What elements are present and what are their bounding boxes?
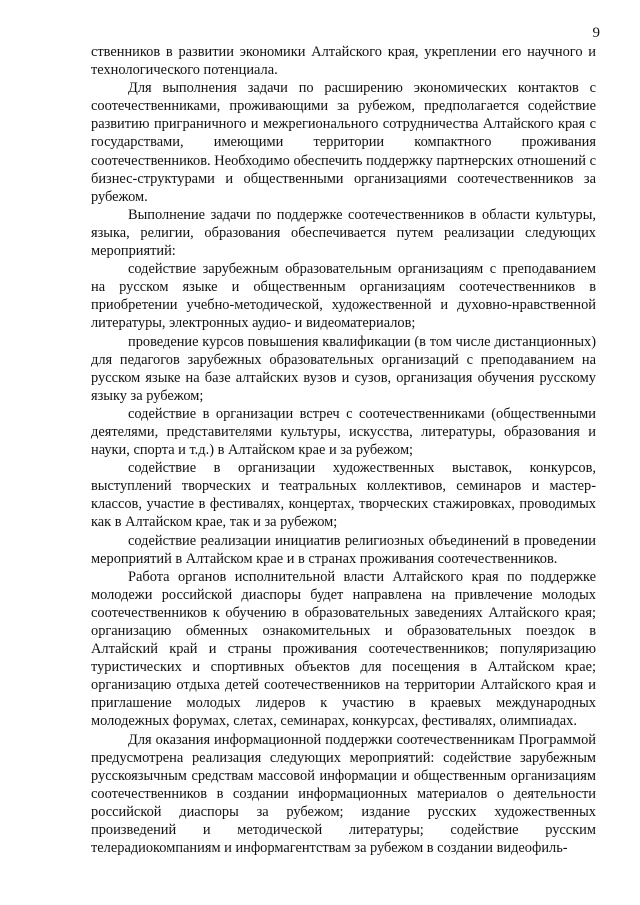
paragraph-culture-support-intro: Выполнение задачи по поддержке соотечественников в области культуры, языка, религии, образования обеспечивается путем реализации следующих мероприятий:: [91, 206, 596, 260]
document-body: [91, 43, 596, 857]
list-item-meetings: содействие в организации встреч с соотечественниками (общественными деятелями, представителями культуры, искусства, литературы, образования и науки, спорта и т.д.) в Алтайском крае и за рубежом;: [91, 405, 596, 459]
list-item-art-exhibitions: содействие в организации художественных выставок, конкурсов, выступлений творческих и театральных коллективов, семинаров и мастер-классов, участие в фестивалях, концертах, творческих стажировках, проводимых как в Алтайском крае, так и за рубежом;: [91, 460, 596, 531]
paragraph-continuation: ственников в развитии экономики Алтайского края, укреплении его научного и технологического потенциала.: [91, 44, 596, 79]
paragraph-youth-support: Работа органов исполнительной власти Алтайского края по поддержке молодежи российской диаспоры будет направлена на привлечение молодых соотечественников к обучению в образовательных заведениях Алтайского края; организацию обменных ознакомительных и образовательных поездок в Алтайский край и страны проживания соотечественников; популяризацию туристических и спортивных объектов для посещения в Алтайском крае; организацию отдыха детей соотечественников на территории Алтайского края и приглашение молодых лидеров к участию в краевых международных молодежных форумах, слетах, семинарах, конкурсах, фестивалях, олимпиадах.: [91, 568, 596, 730]
paragraph-economic-contacts: Для выполнения задачи по расширению экономических контактов с соотечественниками, проживающими за рубежом, предполагается содействие развитию приграничного и межрегионального сотрудничества Алтайского края с государствами, имеющими территории компактного проживания соотечественников. Необходимо обеспечить поддержку партнерских отношений с бизнес-структурами и общественными организациями соотечественников за рубежом.: [91, 80, 596, 205]
page-number: 9: [592, 25, 600, 41]
list-item-religious-initiatives: содействие реализации инициатив религиозных объединений в проведении мероприятий в Алтайском крае и в странах проживания соотечественников.: [91, 532, 596, 567]
list-item-education-support: содействие зарубежным образовательным организациям с преподаванием на русском языке и общественным организациям соотечественников в приобретении учебно-методической, художественной и духовно-нравственной литературы, электронных аудио- и видеоматериалов;: [91, 261, 596, 332]
list-item-teacher-courses: проведение курсов повышения квалификации (в том числе дистанционных) для педагогов зарубежных образовательных организаций с преподаванием на русском языке на базе алтайских вузов и сузов, организация обучения русскому языку за рубежом;: [91, 333, 596, 404]
paragraph-information-support: Для оказания информационной поддержки соотечественникам Программой предусмотрена реализация следующих мероприятий: содействие зарубежным русскоязычным средствам массовой информации и общественным организациям соотечественников в создании информационных материалов о деятельности российской диаспоры за рубежом; издание русских художественных произведений и методической литературы; содействие русским телерадиокомпаниям и информагентствам за рубежом в создании видеофиль-: [91, 731, 596, 857]
